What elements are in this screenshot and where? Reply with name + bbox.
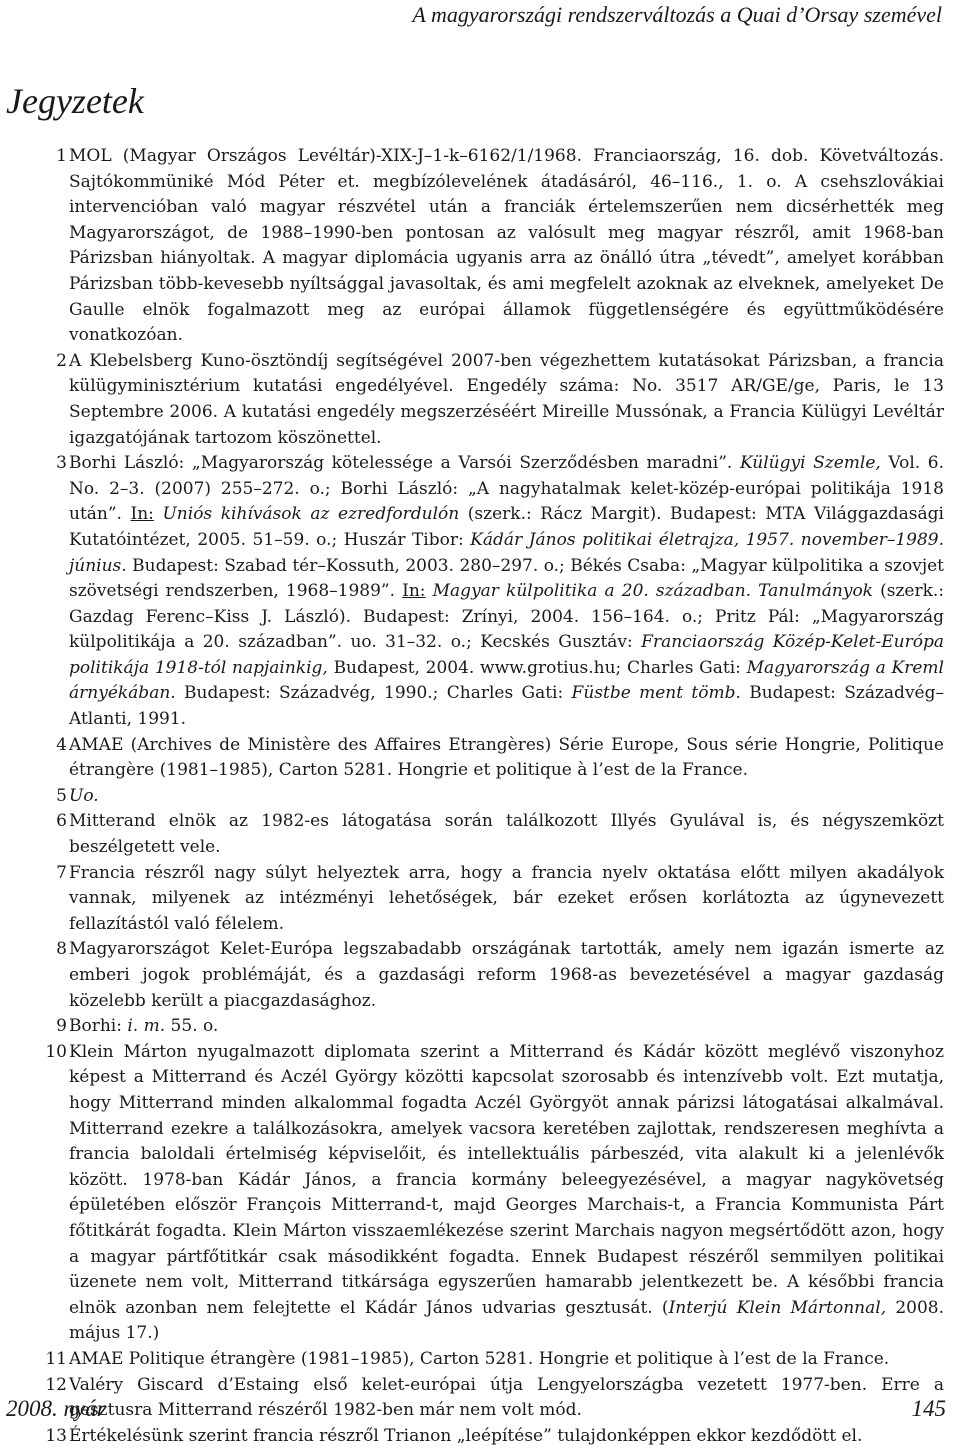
endnote-number: 3 [56,453,67,474]
endnote-number: 7 [56,862,67,883]
endnote-text: Magyarországot Kelet-Európa legszabadabb országának tartották, amely nem igazán ismerte az emberi jogok problémáját, és a gazdasági reform 1968-as bevezetésével a magyar gazdaság közelebb került a piacgazdasághoz. [69,939,944,1011]
endnote-2 [28,349,944,451]
endnote-text: Valéry Giscard d’Estaing első kelet-európai útja Lengyelországba vezetett 1977-ben. Erre a gesztusra Mitterrand részéről 1982-ben már nem volt mód. [69,1374,944,1421]
endnote-text: Borhi: i. m. 55. o. [69,1016,219,1037]
endnote-number: 13 [45,1425,67,1446]
endnote-9 [28,1014,944,1040]
endnotes-list [28,144,944,1449]
endnote-number: 11 [45,1348,67,1369]
endnote-number: 6 [56,811,67,832]
endnote-3 [28,451,944,733]
endnote-text: A Klebelsberg Kuno-ösztöndíj segítségével 2007-ben végezhettem kutatásokat Párizsban, a francia külügyminisztérium kutatási engedélyével. Engedély száma: No. 3517 AR/GE/ge, Paris, le 13 Septembre 2006. A kutatási engedély megszerzéséért Mireille Mussónak, a Francia Külügyi Levéltár igazgatójának tartozom köszönettel. [69,350,944,448]
endnote-text: Borhi László: „Magyarország kötelessége a Varsói Szerződésben maradni”. Külügyi Szemle, Vol. 6. No. 2–3. (2007) 255–272. o.; Borhi László: „A nagyhatalmak kelet-közép-európai politikája 1918 után”. In: Uniós kihívások az ezredfordulón (szerk.: Rácz Margit). Budapest: MTA Világgazdasági Kutatóintézet, 2005. 51–59. o.; Huszár Tibor: Kádár János politikai életrajza, 1957. november–1989. június. Budapest: Szabad tér–Kossuth, 2003. 280–297. o.; Békés Csaba: „Magyar külpolitika a szovjet szövetségi rendszerben, 1968–1989”. In: Magyar külpolitika a 20. században. Tanulmányok (szerk.: Gazdag Ferenc–Kiss J. László). Budapest: Zrínyi, 2004. 156–164. o.; Pritz Pál: „Magyarország külpolitikája a 20. században”. uo. 31–32. o.; Kecskés Gusztáv: Franciaország Közép-Kelet-Európa politikája 1918-tól napjainkig, Budapest, 2004. www.grotius.hu; Charles Gati: Magyarország a Kreml árnyékában. Budapest: Századvég, 1990.; Charles Gati: Füstbe ment tömb. Budapest: Századvég–Atlanti, 1991. [69,453,945,730]
endnote-text: Klein Márton nyugalmazott diplomata szerint a Mitterrand és Kádár között meglévő viszonyhoz képest a Mitterrand és Aczél György közötti kapcsolat szorosabb és intenzívebb volt. Ezt mutatja, hogy Mitterrand minden alkalommal fogadta Aczél Györgyöt annak párizsi látogatásai alkalmával. Mitterrand ezekre a találkozásokra, amelyek vacsora keretében zajlottak, rendszeresen meghívta a francia baloldali értelmiség képviselőit, és intellektuális párbeszéd, vita alakult ki a jelenlévők között. 1978-ban Kádár János, a francia kormány beleegyezésével, a magyar nagykövetség épületében először François Mitterrand-t, majd Georges Marchais-t, a Francia Kommunista Párt főtitkárát fogadta. Klein Márton visszaemlékezése szerint Marchais nagyon megsértődött azon, hogy a magyar pártfőtitkár csak másodikként fogadta. Ennek Budapest részéről semmilyen politikai üzenete nem volt, Mitterrand titkársága egyszerűen hamarabb jelentkezett be. A későbbi francia elnök azonban nem felejtette el Kádár János udvarias gesztusát. (Interjú Klein Mártonnal, 2008. május 17.) [69,1041,944,1344]
endnote-number: 2 [56,350,67,371]
endnote-7 [28,861,944,938]
endnote-1 [28,144,944,349]
endnote-text: Értékelésünk szerint francia részről Trianon „leépítése” tulajdonképpen ekkor kezdődött el. [69,1425,863,1446]
endnote-10 [28,1040,944,1347]
endnote-number: 4 [56,734,67,755]
endnote-text: Francia részről nagy súlyt helyeztek arra, hogy a francia nyelv oktatása előtt milyen akadályok vannak, milyenek az intézményi lehetőségek, bár ezeket erősen korlátozta az úgynevezett fellazítástól való félelem. [69,862,944,934]
endnote-4 [28,733,944,784]
page-number: 145 [911,1396,946,1421]
endnote-6 [28,809,944,860]
endnote-text: MOL (Magyar Országos Levéltár)-XIX-J–1-k–6162/1/1968. Franciaország, 16. dob. Követváltozás. Sajtókommüniké Mód Péter et. megbízólevelének átadásáról, 46–116., 1. o. A csehszlovákiai intervencióban való magyar részvétel után a franciák értelemszerűen nem dicsérhették meg Magyarországot, de 1988–1990-ben pontosan az valósult meg magyar részről, amit 1968-ban Párizsban hiányoltak. A magyar diplomácia ugyanis arra az önálló útra „tévedt”, amelyet korábban Párizsban több-kevesebb nyíltsággal javasoltak, és ami megfelelt azoknak az elveknek, amelyeket De Gaulle elnök fogalmazott meg az európai államok függetlenségére és együttműködésére vonatkozóan. [69,146,944,346]
endnote-number: 5 [56,785,67,806]
endnote-number: 1 [56,146,67,166]
running-title: A magyarországi rendszerváltozás a Quai d’Orsay szemével [412,2,942,27]
endnote-text: AMAE Politique étrangère (1981–1985), Carton 5281. Hongrie et politique à l’est de la France. [69,1348,890,1369]
endnote-11 [28,1347,944,1373]
issue-label: 2008. nyár [6,1396,106,1421]
endnote-13 [28,1424,944,1449]
endnote-number: 12 [45,1374,67,1395]
endnote-number: 8 [56,939,67,960]
endnote-text: AMAE (Archives de Ministère des Affaires Etrangères) Série Europe, Sous série Hongrie, Politique étrangère (1981–1985), Carton 5281. Hongrie et politique à l’est de la France. [69,734,944,781]
endnote-text: Uo. [69,785,99,806]
endnote-8 [28,937,944,1014]
endnote-5 [28,784,944,810]
endnote-number: 10 [45,1041,67,1062]
endnote-number: 9 [56,1016,67,1037]
section-title: Jegyzetek [6,81,144,121]
endnote-12 [28,1373,944,1424]
endnote-text: Mitterand elnök az 1982-es látogatása során találkozott Illyés Gyulával is, és négyszemközt beszélgetett vele. [69,811,944,858]
